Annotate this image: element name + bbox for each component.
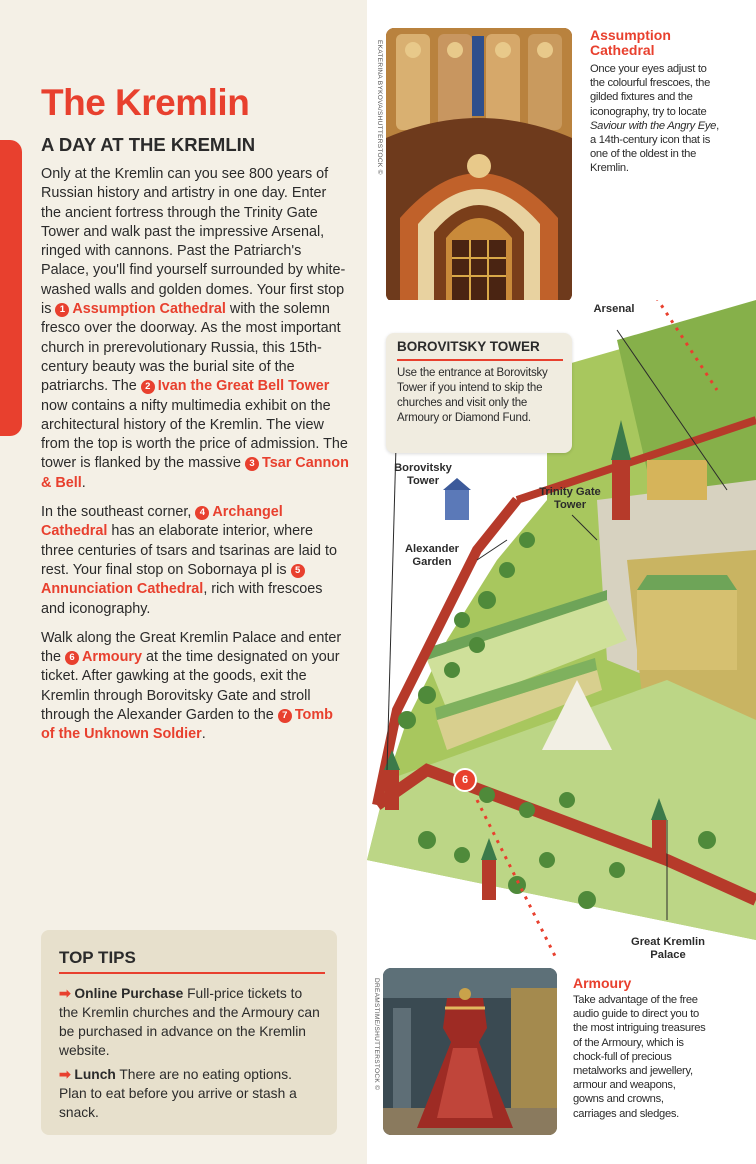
text-run: . <box>201 726 206 743</box>
tip-label: Online Purchase <box>74 986 184 1001</box>
text-run: Once your eyes adjust to the colourful frescoes, the gilded fixtures and the iconography, try to locate <box>590 63 711 118</box>
armoury-callout-title: Armoury <box>573 975 632 991</box>
text-run: Walk along the Great Kremlin Palace and enter the <box>41 629 342 666</box>
map-label-great-palace: Great Kremlin Palace <box>631 936 705 961</box>
article-body <box>41 165 349 755</box>
arrow-right-icon: ➡ <box>59 986 71 1001</box>
text-run: In the southeast corner, <box>41 504 196 521</box>
top-tips-heading: TOP TIPS <box>59 948 136 967</box>
map-label-borovitsky-tower: Borovitsky Tower <box>394 462 452 487</box>
stop-number-7: 7 <box>278 709 292 723</box>
text-run: has an elaborate interior, where three centuries of tsars and tsarinas are laid to rest. Your final stop on Sobornaya pl is <box>41 523 337 578</box>
assumption-callout-title: Assumption Cathedral <box>590 27 671 58</box>
text-run: with the solemn fresco over the doorway. As the most important church in prerevolutionary Russia, this 15th-century beauty was the burial site of the patriarchs. The <box>41 301 341 395</box>
assumption-cathedral-photo <box>386 28 572 302</box>
top-tips-box <box>41 930 337 1135</box>
fresco-illustration <box>386 28 572 302</box>
stop-number-6: 6 <box>65 651 79 665</box>
tip-item <box>59 1065 321 1122</box>
assumption-callout-text <box>590 62 720 176</box>
paragraph-2 <box>41 503 349 619</box>
divider <box>59 972 325 974</box>
stop-tsar-cannon: Tsar Cannon & Bell <box>41 455 349 491</box>
tip-text: Full-price tickets to the Kremlin churches and the Armoury can be purchased in advance on the Kremlin website. <box>59 986 320 1058</box>
text-run: at the time designated on your ticket. After gawking at the goods, exit the Kremlin through Borovitsky Gate and stroll through the Alexander Garden to the <box>41 649 340 724</box>
stop-assumption-cathedral: Assumption Cathedral <box>72 301 226 318</box>
stop-ivan-bell-tower: Ivan the Great Bell Tower <box>157 378 330 395</box>
stop-archangel-cathedral: Archangel Cathedral <box>41 504 283 540</box>
text-run: . <box>81 474 86 491</box>
divider <box>397 359 563 361</box>
text-run: , a 14th-century icon that is one of the oldest in the Kremlin. <box>590 119 719 175</box>
tip-label: Lunch <box>74 1067 116 1082</box>
map-label-arsenal: Arsenal <box>593 303 635 315</box>
page-subtitle: A DAY AT THE KREMLIN <box>41 134 256 155</box>
stop-number-3: 3 <box>245 457 259 471</box>
paragraph-3 <box>41 629 349 745</box>
map-marker-6: 6 <box>453 768 477 792</box>
stop-armoury: Armoury <box>82 649 142 666</box>
photo-credit-top: EKATERINA BYKOVA/SHUTTERSTOCK © <box>376 40 383 175</box>
borovitsky-text: Use the entrance at Borovitsky Tower if you intend to skip the churches and visit only the Armoury or Diamond Fund. <box>397 367 548 424</box>
tips-list <box>59 984 321 1127</box>
arrow-right-icon: ➡ <box>59 1067 71 1082</box>
text-run: now contains a nifty multimedia exhibit on the architectural history of the Kremlin. The view from the top is worth the price of admission. The tower is flanked by the massive <box>41 397 348 472</box>
stop-number-1: 1 <box>55 303 69 317</box>
text-run: , rich with frescoes and iconography. <box>41 581 323 617</box>
stop-tomb-unknown-soldier: Tomb of the Unknown Soldier <box>41 707 333 743</box>
map-label-alexander-garden: Alexander Garden <box>404 543 460 568</box>
map-label-trinity-gate: Trinity Gate Tower <box>539 486 601 511</box>
tip-item <box>59 984 321 1060</box>
stop-number-2: 2 <box>141 380 155 394</box>
stop-annunciation-cathedral: Annunciation Cathedral <box>41 581 204 598</box>
borovitsky-tower-box <box>386 333 572 453</box>
armoury-photo <box>383 968 557 1135</box>
armoury-callout-text: Take advantage of the free audio guide to direct you to the most intriguing treasures of the Armoury, which is chock-full of precious metalworks and jewellery, armour and weapons, gowns and crowns, carriages and sledges. <box>573 994 706 1120</box>
stop-number-5: 5 <box>291 564 305 578</box>
page-title: The Kremlin <box>41 82 250 123</box>
photo-credit-bottom: DREAMSTIME/SHUTTERSTOCK © <box>373 978 380 1091</box>
text-run: Only at the Kremlin can you see 800 years of Russian history and artistry in one day. Enter the ancient fortress through the Trinity Gate Tower and walk past the impressive Arsenal, ringed with cannons. Past the Patriarch's Palace, you'll find yourself surrounded by white-washed walls and golden domes. Your first stop is <box>41 166 346 318</box>
icon-title: Saviour with the Angry Eye <box>590 119 717 132</box>
paragraph-1 <box>41 165 349 493</box>
armoury-gown-illustration <box>383 968 557 1135</box>
tip-text: There are no eating options. Plan to eat before you arrive or stash a snack. <box>59 1067 297 1120</box>
borovitsky-heading: BOROVITSKY TOWER <box>397 339 540 354</box>
section-tab <box>0 140 22 436</box>
stop-number-4: 4 <box>195 506 209 520</box>
